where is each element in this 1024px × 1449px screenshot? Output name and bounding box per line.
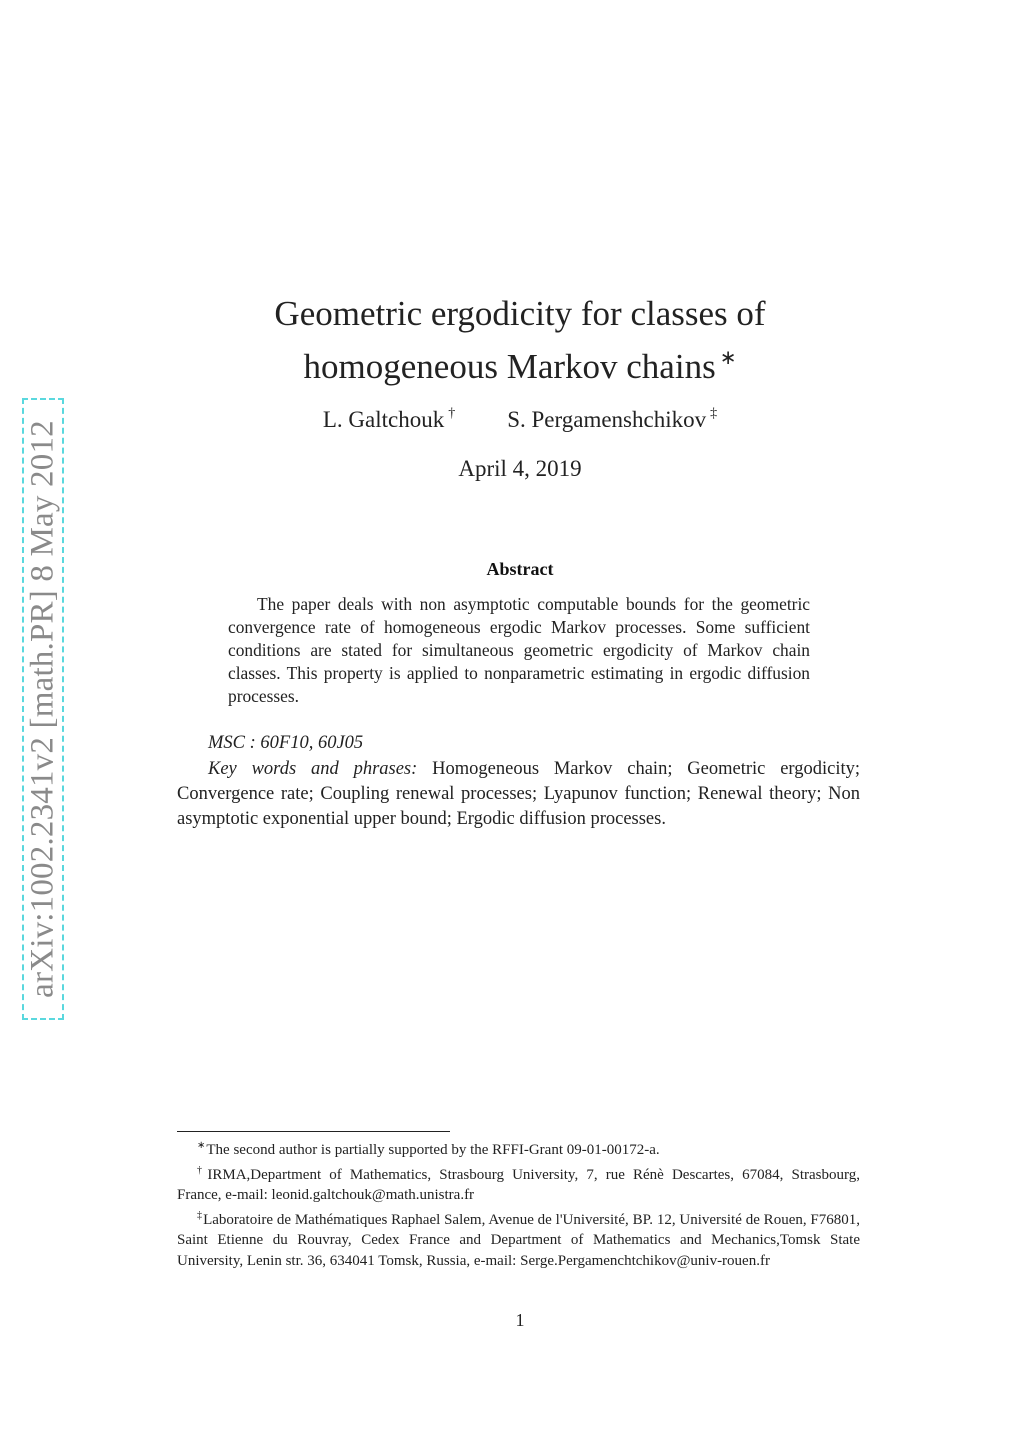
title-line-2-text: homogeneous Markov chains (303, 347, 716, 386)
footnote-1 (177, 1136, 860, 1161)
paper-date: April 4, 2019 (458, 456, 582, 481)
author-2-footnote-mark: ‡ (710, 406, 718, 421)
title-footnote-mark: ∗ (719, 347, 737, 369)
footnote-1-text: The second author is partially supported by the RFFI-Grant 09-01-00172-a. (206, 1142, 660, 1158)
author-1-footnote-mark: † (448, 406, 456, 421)
abstract-body: The paper deals with non asymptotic computable bounds for the geometric convergence rate of homogeneous ergodic Markov processes. Some sufficient conditions are stated for simultaneous geometric ergodicity of Markov chain classes. This property is applied to nonparametric estimating in ergodic diffusion processes. (228, 594, 810, 706)
footnote-2-text: IRMA,Department of Mathematics, Strasbourg University, 7, rue Rénè Descartes, 67084, Strasbourg, France, e-mail: leonid.galtchouk@math.unistra.fr (177, 1166, 860, 1203)
footnote-3-mark: ‡ (197, 1209, 203, 1221)
footnote-1-mark: ∗ (197, 1140, 206, 1151)
page-number: 1 (515, 1310, 525, 1330)
author-1 (323, 406, 455, 433)
msc-classification: MSC : 60F10, 60J05 (208, 733, 364, 753)
keywords-paragraph (177, 757, 860, 832)
keywords-label: Key words and phrases: (208, 759, 418, 779)
arxiv-stamp (22, 398, 64, 1020)
author-2 (507, 406, 717, 433)
title-line-2 (180, 336, 860, 389)
footnote-2 (177, 1161, 860, 1206)
footnotes (177, 1136, 860, 1271)
footnote-3-text: Laboratoire de Mathématiques Raphael Salem, Avenue de l'Université, BP. 12, Université de Rouen, F76801, Saint Etienne du Rouvray, Cedex France and Department of Mathematics and Mechanics,Tomsk State University, Lenin str. 36, 634041 Tomsk, Russia, e-mail: Serge.Pergamenchtchikov@univ-rouen.fr (177, 1211, 861, 1269)
paper-title (180, 292, 860, 389)
author-2-name: S. Pergamenshchikov (507, 407, 707, 432)
footnote-3 (177, 1206, 860, 1272)
footnote-2-mark: † (197, 1164, 207, 1176)
arxiv-identifier: arXiv:1002.2341v2 [math.PR] 8 May 2012 (24, 420, 61, 998)
author-list (180, 406, 860, 433)
keywords-text: Homogeneous Markov chain; Geometric ergodicity; Convergence rate; Coupling renewal processes; Lyapunov function; Renewal theory; Non asymptotic exponential upper bound; Ergodic diffusion processes. (177, 759, 861, 829)
abstract-heading: Abstract (486, 559, 554, 579)
footnote-divider (177, 1131, 450, 1132)
title-line-1: Geometric ergodicity for classes of (274, 294, 766, 333)
author-1-name: L. Galtchouk (322, 407, 445, 432)
